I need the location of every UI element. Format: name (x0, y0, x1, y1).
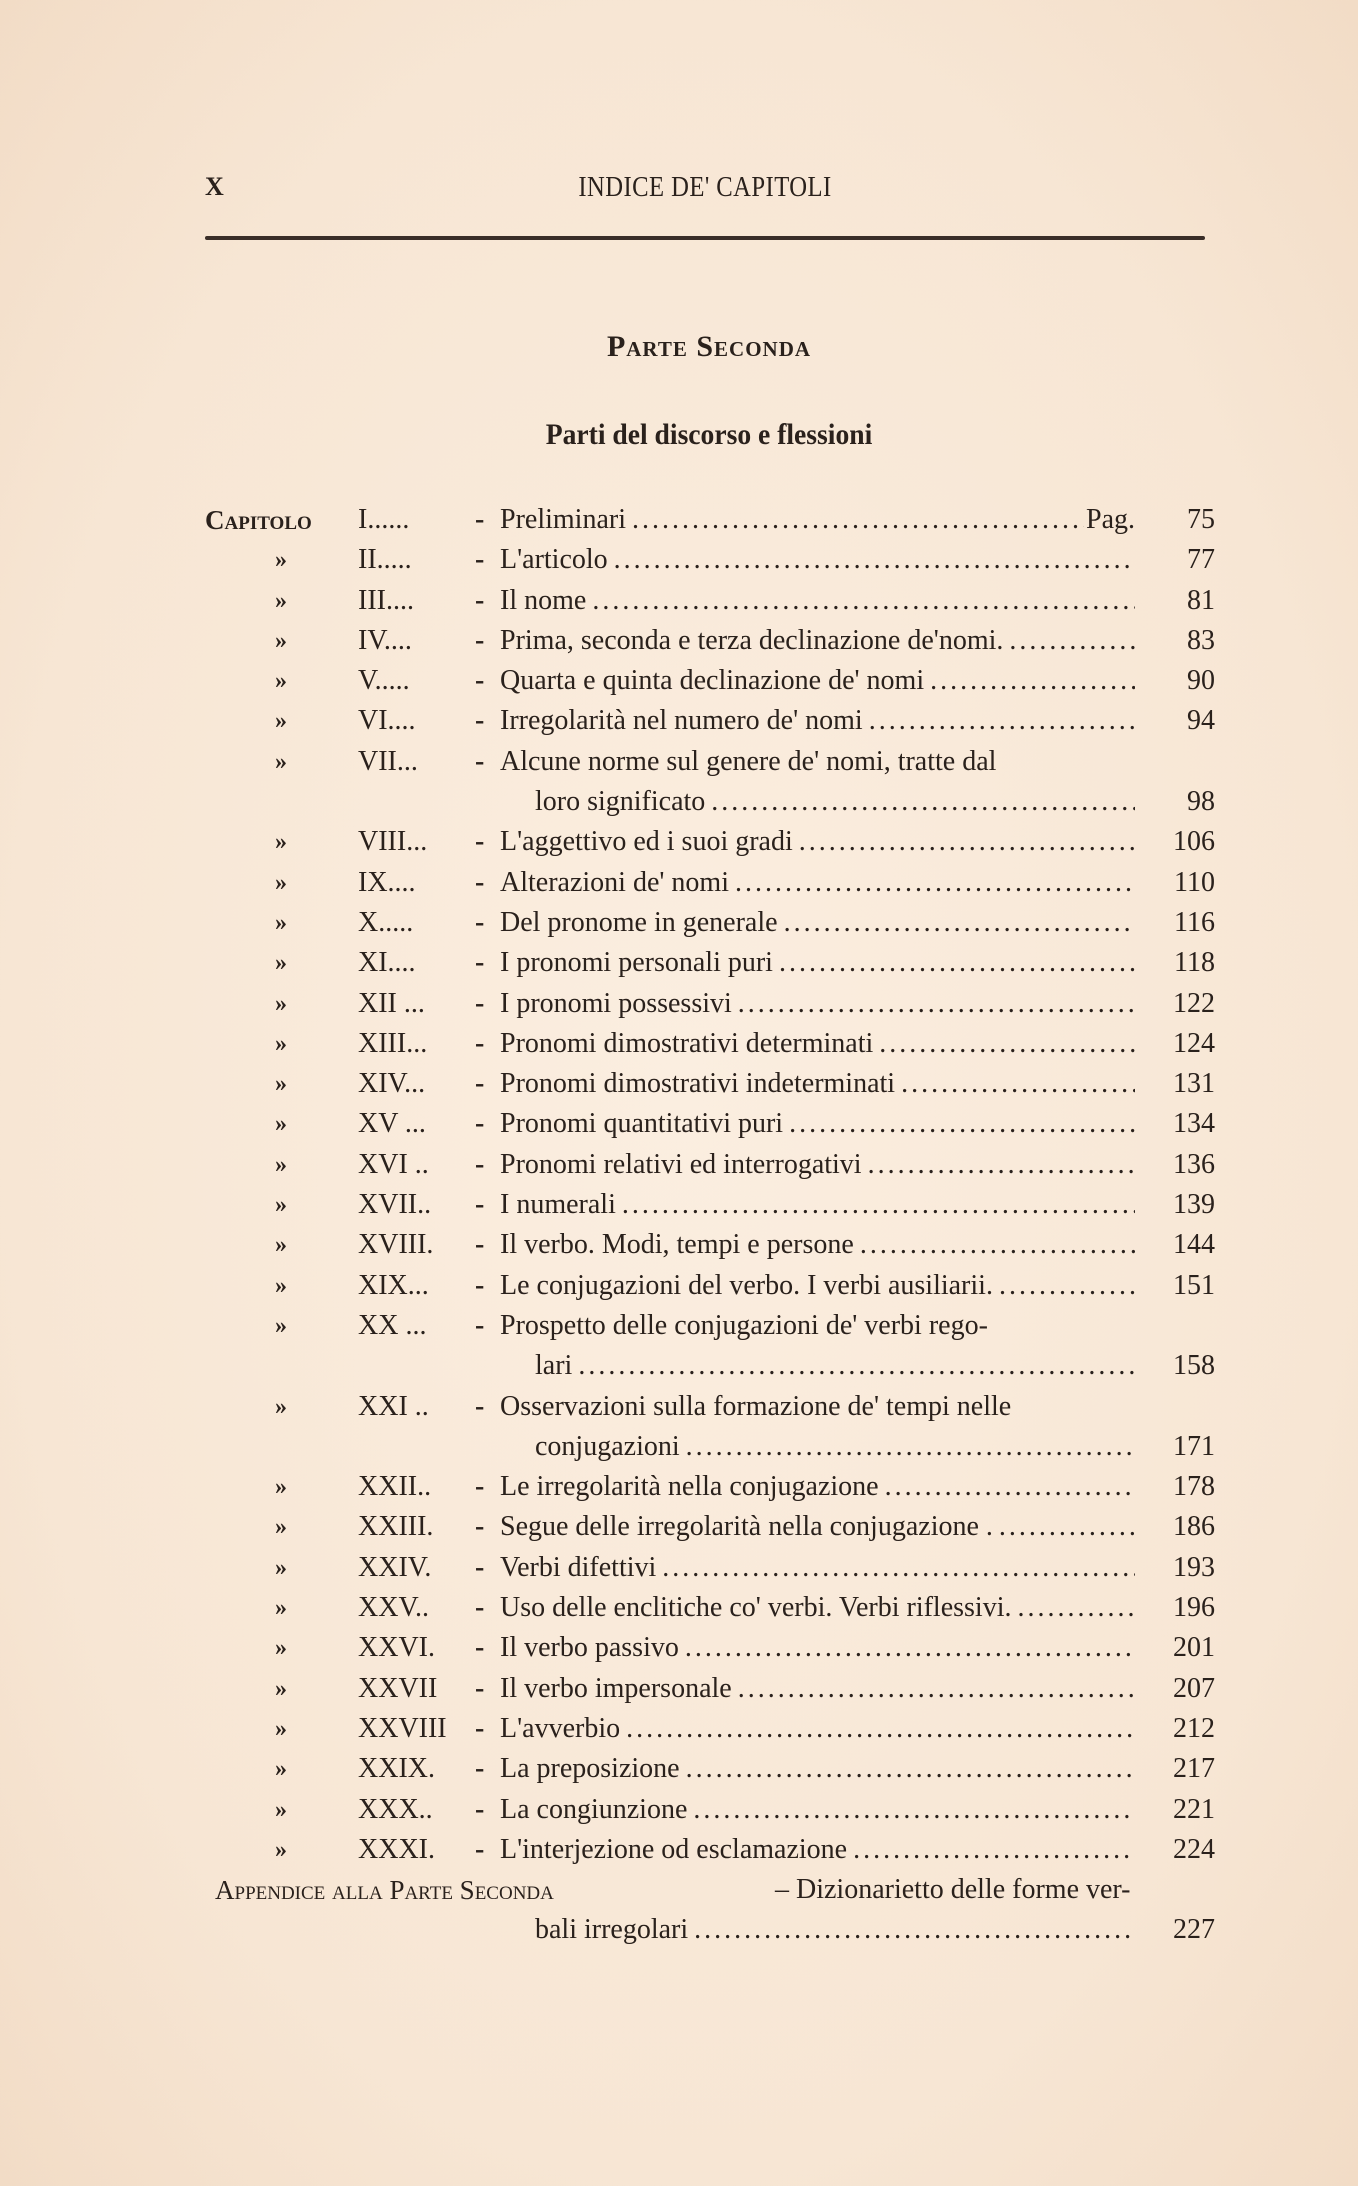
chapter-number: VII... (358, 745, 418, 777)
chapter-title-continuation-line (535, 782, 1135, 822)
chapter-number: XXIV. (358, 1551, 432, 1583)
chapter-number: XXVIII (358, 1712, 447, 1744)
chapter-title: Pronomi dimostrativi indeterminati (500, 1068, 896, 1100)
separator-dash: - (475, 584, 485, 616)
ditto-mark: » (275, 909, 287, 936)
chapter-number: III.... (358, 584, 414, 616)
ditto-mark: » (275, 1151, 287, 1178)
ditto-mark: » (275, 1635, 287, 1662)
chapter-number: XIV... (358, 1068, 426, 1100)
ditto-mark: » (275, 950, 287, 977)
toc-entry (205, 1669, 1215, 1709)
page-number: 178 (1173, 1471, 1215, 1503)
dot-leader (853, 1830, 1135, 1870)
dot-leader (999, 1266, 1135, 1306)
toc-entry (205, 1830, 1215, 1870)
toc-entry (205, 581, 1215, 621)
toc-entry (205, 1145, 1215, 1185)
ditto-mark: » (275, 1675, 287, 1702)
toc-entry (205, 661, 1215, 701)
dot-leader (789, 1104, 1135, 1144)
dot-leader (622, 1185, 1135, 1225)
chapter-label: Capitolo (205, 505, 312, 535)
toc-entry (205, 1467, 1215, 1507)
chapter-number: VI.... (358, 705, 416, 737)
chapter-title-continuation: lari (535, 1350, 573, 1382)
dot-leader (632, 500, 1084, 540)
ditto-mark: » (275, 668, 287, 695)
page-number: 136 (1173, 1148, 1215, 1180)
ditto-mark: » (275, 708, 287, 735)
running-head (205, 172, 1205, 212)
dot-leader (930, 661, 1135, 701)
page-number: 201 (1173, 1632, 1215, 1664)
page-number: 193 (1173, 1551, 1215, 1583)
chapter-number: XI.... (358, 947, 416, 979)
dot-leader (685, 1628, 1135, 1668)
chapter-title: Il nome (500, 584, 587, 616)
toc-entry (205, 701, 1215, 741)
dot-leader (869, 701, 1135, 741)
pag-label: Pag. (1086, 504, 1135, 535)
page-number: 221 (1173, 1793, 1215, 1825)
separator-dash: - (475, 1229, 485, 1261)
chapter-title-line (500, 943, 1135, 983)
chapter-number: II..... (358, 544, 412, 576)
ditto-mark: » (275, 1030, 287, 1057)
chapter-title-line (500, 1467, 1135, 1507)
ditto-mark: » (275, 627, 287, 654)
chapter-title: I pronomi possessivi (500, 987, 732, 1019)
toc-entry (205, 1628, 1215, 1668)
dot-leader (738, 984, 1135, 1024)
chapter-number: XXIII. (358, 1511, 434, 1543)
chapter-title-line (500, 822, 1135, 862)
separator-dash: - (475, 665, 485, 697)
chapter-title: L'aggettivo ed i suoi gradi (500, 826, 793, 858)
page-number: 186 (1173, 1511, 1215, 1543)
part-subtitle: Parti del discorso e flessioni (545, 418, 873, 451)
separator-dash: - (475, 504, 485, 535)
toc-entry-continuation (205, 1346, 1215, 1386)
page-number: 110 (1174, 866, 1215, 898)
page-number: 171 (1173, 1430, 1215, 1462)
separator-dash: - (475, 1672, 485, 1704)
chapter-number: XVII.. (358, 1189, 432, 1221)
chapter-number: XIX... (358, 1269, 429, 1301)
separator-dash: - (475, 1189, 485, 1221)
page-number: 81 (1187, 584, 1215, 616)
page-number: 77 (1187, 544, 1215, 576)
part-title: Parte Seconda (606, 330, 812, 363)
chapter-title-continuation: conjugazioni (535, 1430, 680, 1462)
table-of-contents (205, 500, 1215, 1951)
dot-leader (879, 1024, 1135, 1064)
toc-entry (205, 1709, 1215, 1749)
chapter-title: Il verbo impersonale (500, 1672, 732, 1704)
toc-entry (205, 984, 1215, 1024)
chapter-title-line (500, 1830, 1135, 1870)
separator-dash: - (475, 1390, 485, 1422)
toc-entry (205, 1387, 1215, 1427)
chapter-number: XXVI. (358, 1632, 435, 1664)
chapter-number: I...... (358, 504, 410, 535)
appendix-label: Appendice alla Parte Seconda (215, 1875, 554, 1906)
page-number: 122 (1173, 987, 1215, 1019)
chapter-title: Pronomi dimostrativi determinati (500, 1027, 874, 1059)
chapter-number: XXV.. (358, 1592, 430, 1624)
chapter-number: V..... (358, 665, 410, 697)
ditto-mark: » (275, 1836, 287, 1863)
dot-leader (860, 1225, 1135, 1265)
chapter-title-line (500, 1628, 1135, 1668)
dot-leader (686, 1749, 1135, 1789)
header-rule (205, 236, 1205, 240)
chapter-number: XXVII (358, 1672, 438, 1704)
toc-entry (205, 1588, 1215, 1628)
chapter-number: XIII... (358, 1027, 428, 1059)
dot-leader (686, 1427, 1135, 1467)
separator-dash: - (475, 1833, 485, 1865)
separator-dash: - (475, 1027, 485, 1059)
dot-leader (694, 1910, 1135, 1950)
chapter-title-line (500, 1185, 1135, 1225)
page-number: 124 (1173, 1027, 1215, 1059)
toc-entry (205, 1225, 1215, 1265)
ditto-mark: » (275, 1554, 287, 1581)
chapter-title: L'avverbio (500, 1712, 621, 1744)
ditto-mark: » (275, 869, 287, 896)
chapter-number: X..... (358, 906, 414, 938)
dot-leader (711, 782, 1135, 822)
chapter-title: Del pronome in generale (500, 906, 778, 938)
toc-entry (205, 1185, 1215, 1225)
ditto-mark: » (275, 1393, 287, 1420)
chapter-title: L'interjezione od esclamazione (500, 1833, 848, 1865)
chapter-title-line (500, 701, 1135, 741)
chapter-title: I numerali (500, 1189, 616, 1221)
chapter-title-line (500, 1507, 1135, 1547)
page-number: 131 (1173, 1068, 1215, 1100)
separator-dash: - (475, 1592, 485, 1624)
chapter-title-line (500, 984, 1135, 1024)
chapter-number: XV ... (358, 1108, 426, 1140)
chapter-title: Pronomi quantitativi puri (500, 1108, 784, 1140)
chapter-title-line (500, 1225, 1135, 1265)
chapter-title: Verbi difettivi (500, 1551, 657, 1583)
chapter-title-line (500, 621, 1135, 661)
chapter-number: XX ... (358, 1309, 427, 1341)
toc-entry (205, 1306, 1215, 1346)
toc-entry (205, 742, 1215, 782)
separator-dash: - (475, 1309, 485, 1341)
page-number: 224 (1173, 1833, 1215, 1865)
page-number: 98 (1187, 786, 1215, 818)
appendix-title-continuation: bali irregolari (535, 1914, 689, 1946)
toc-entry (205, 903, 1215, 943)
dot-leader (1009, 621, 1135, 661)
chapter-title: Il verbo. Modi, tempi e persone (500, 1229, 854, 1261)
chapter-title-line (500, 1588, 1135, 1628)
ditto-mark: » (275, 1272, 287, 1299)
chapter-title-line (500, 1064, 1135, 1104)
toc-entry (205, 1790, 1215, 1830)
dot-leader (735, 863, 1135, 903)
chapter-title: Segue delle irregolarità nella conjugazione . (500, 1511, 993, 1543)
chapter-title-continuation-line (535, 1427, 1135, 1467)
page-number: 217 (1173, 1753, 1215, 1785)
page-number: 196 (1173, 1592, 1215, 1624)
page-number: 118 (1174, 947, 1215, 979)
chapter-number: XVI .. (358, 1148, 429, 1180)
page-number: 83 (1187, 624, 1215, 656)
ditto-mark: » (275, 1756, 287, 1783)
separator-dash: - (475, 1148, 485, 1180)
page-number: 139 (1173, 1189, 1215, 1221)
page-number: 207 (1173, 1672, 1215, 1704)
chapter-number: XVIII. (358, 1229, 434, 1261)
chapter-title: Alterazioni de' nomi (500, 866, 729, 898)
chapter-title: Preliminari (500, 504, 626, 535)
toc-entry-continuation (205, 1427, 1215, 1467)
separator-dash: - (475, 1108, 485, 1140)
toc-entry (205, 1507, 1215, 1547)
ditto-mark: » (275, 1111, 287, 1138)
page-number: 90 (1187, 665, 1215, 697)
ditto-mark: » (275, 829, 287, 856)
page-number: 158 (1173, 1350, 1215, 1382)
ditto-mark: » (275, 587, 287, 614)
separator-dash: - (475, 1712, 485, 1744)
chapter-number: XXX.. (358, 1793, 433, 1825)
dot-leader (662, 1548, 1135, 1588)
separator-dash: - (475, 1511, 485, 1543)
appendix-entry (205, 1870, 1215, 1910)
dot-leader (868, 1145, 1135, 1185)
ditto-mark: » (275, 1474, 287, 1501)
page-number: 212 (1173, 1712, 1215, 1744)
chapter-title-line (500, 1024, 1135, 1064)
ditto-mark: » (275, 1192, 287, 1219)
dot-leader (693, 1790, 1135, 1830)
ditto-mark: » (275, 1595, 287, 1622)
chapter-title-line (500, 540, 1135, 580)
dot-leader (578, 1346, 1135, 1386)
chapter-title-line (500, 903, 1135, 943)
dot-leader (779, 943, 1135, 983)
chapter-title-line (500, 742, 1135, 782)
page-number: 151 (1173, 1269, 1215, 1301)
chapter-number: XII ... (358, 987, 425, 1019)
chapter-title: Le conjugazioni del verbo. I verbi ausiliarii. (500, 1269, 993, 1301)
appendix-title-text: Dizionarietto delle forme ver- (796, 1874, 1131, 1906)
toc-entry (205, 1024, 1215, 1064)
toc-entry (205, 1064, 1215, 1104)
toc-entry (205, 1548, 1215, 1588)
appendix-page: 227 (1173, 1914, 1215, 1946)
chapter-title-line (500, 1669, 1135, 1709)
separator-dash: - (475, 866, 485, 898)
page-number: 106 (1173, 826, 1215, 858)
chapter-title-line (500, 661, 1135, 701)
ditto-mark: » (275, 1232, 287, 1259)
ditto-mark: » (275, 1514, 287, 1541)
chapter-title-line (500, 863, 1135, 903)
chapter-title-line (500, 1749, 1135, 1789)
toc-entry-continuation (205, 782, 1215, 822)
chapter-title: Prospetto delle conjugazioni de' verbi rego- (500, 1309, 988, 1341)
page-number: 116 (1174, 906, 1215, 938)
chapter-number: VIII... (358, 826, 428, 858)
page-number: 75 (1187, 504, 1215, 535)
chapter-number: IX.... (358, 866, 416, 898)
separator-dash: - (475, 745, 485, 777)
ditto-mark: » (275, 990, 287, 1017)
separator-dash: - (475, 987, 485, 1019)
chapter-title: I pronomi personali puri (500, 947, 773, 979)
chapter-title: Uso delle enclitiche co' verbi. Verbi riflessivi. (500, 1592, 1012, 1624)
ditto-mark: » (275, 1715, 287, 1742)
appendix-continuation-line (535, 1910, 1135, 1950)
separator-dash: - (475, 1793, 485, 1825)
chapter-title: La congiunzione (500, 1793, 688, 1825)
appendix-title: – Dizionarietto delle forme ver- (775, 1874, 1131, 1906)
toc-entry (205, 943, 1215, 983)
appendix-continuation (205, 1910, 1215, 1950)
chapter-title: Il verbo passivo (500, 1632, 679, 1664)
dot-leader (799, 822, 1135, 862)
ditto-mark: » (275, 1071, 287, 1098)
ditto-mark: » (275, 1796, 287, 1823)
chapter-title-line (500, 1266, 1135, 1306)
separator-dash: - (475, 544, 485, 576)
separator-dash: - (475, 1632, 485, 1664)
chapter-title-line (500, 1306, 1135, 1346)
separator-dash: - (475, 1269, 485, 1301)
chapter-title: Prima, seconda e terza declinazione de'nomi. (500, 624, 1004, 656)
chapter-title-line (500, 1387, 1135, 1427)
separator-dash: - (475, 1471, 485, 1503)
toc-entry (205, 1749, 1215, 1789)
toc-entry (205, 540, 1215, 580)
separator-dash: - (475, 1068, 485, 1100)
separator-dash: - (475, 624, 485, 656)
dot-leader (626, 1709, 1135, 1749)
ditto-mark: » (275, 1312, 287, 1339)
page-number: 134 (1173, 1108, 1215, 1140)
page-number: X (205, 172, 224, 201)
chapter-title: Pronomi relativi ed interrogativi (500, 1148, 862, 1180)
page-number: 144 (1173, 1229, 1215, 1261)
chapter-title-line (500, 1145, 1135, 1185)
chapter-title: Osservazioni sulla formazione de' tempi nelle (500, 1390, 1012, 1422)
running-title: INDICE DE' CAPITOLI (578, 172, 832, 203)
toc-entry (205, 822, 1215, 862)
toc-entry (205, 863, 1215, 903)
chapter-number: XXXI. (358, 1833, 435, 1865)
separator-dash: - (475, 1551, 485, 1583)
chapter-number: XXII.. (358, 1471, 432, 1503)
chapter-title: La preposizione (500, 1753, 680, 1785)
dot-leader (1018, 1588, 1136, 1628)
toc-entry (205, 1104, 1215, 1144)
toc-entry (205, 500, 1215, 540)
dot-leader (614, 540, 1135, 580)
chapter-title: Alcune norme sul genere de' nomi, tratte dal (500, 745, 997, 777)
toc-entry (205, 621, 1215, 661)
chapter-title-line (500, 500, 1135, 540)
dot-leader (885, 1467, 1135, 1507)
dot-leader (999, 1507, 1135, 1547)
chapter-title-continuation-line (535, 1346, 1135, 1386)
chapter-number: XXI .. (358, 1390, 429, 1422)
dot-leader (784, 903, 1135, 943)
separator-dash: - (475, 826, 485, 858)
separator-dash: - (475, 705, 485, 737)
separator-dash: - (475, 947, 485, 979)
separator-dash: - (475, 1753, 485, 1785)
ditto-mark: » (275, 547, 287, 574)
chapter-title: L'articolo (500, 544, 608, 576)
dot-leader (901, 1064, 1135, 1104)
chapter-title: Le irregolarità nella conjugazione (500, 1471, 879, 1503)
chapter-title-continuation: loro significato (535, 786, 706, 818)
chapter-title: Quarta e quinta declinazione de' nomi (500, 665, 925, 697)
chapter-title-line (500, 1790, 1135, 1830)
ditto-mark: » (275, 748, 287, 775)
chapter-title: Irregolarità nel numero de' nomi (500, 705, 863, 737)
dot-leader (738, 1669, 1135, 1709)
chapter-number: IV.... (358, 624, 412, 656)
chapter-title-line (500, 581, 1135, 621)
toc-entry (205, 1266, 1215, 1306)
page-number: 94 (1187, 705, 1215, 737)
chapter-number: XXIX. (358, 1753, 435, 1785)
chapter-title-line (500, 1548, 1135, 1588)
chapter-title-line (500, 1709, 1135, 1749)
separator-dash: - (475, 906, 485, 938)
chapter-title-line (500, 1104, 1135, 1144)
dot-leader (592, 581, 1135, 621)
